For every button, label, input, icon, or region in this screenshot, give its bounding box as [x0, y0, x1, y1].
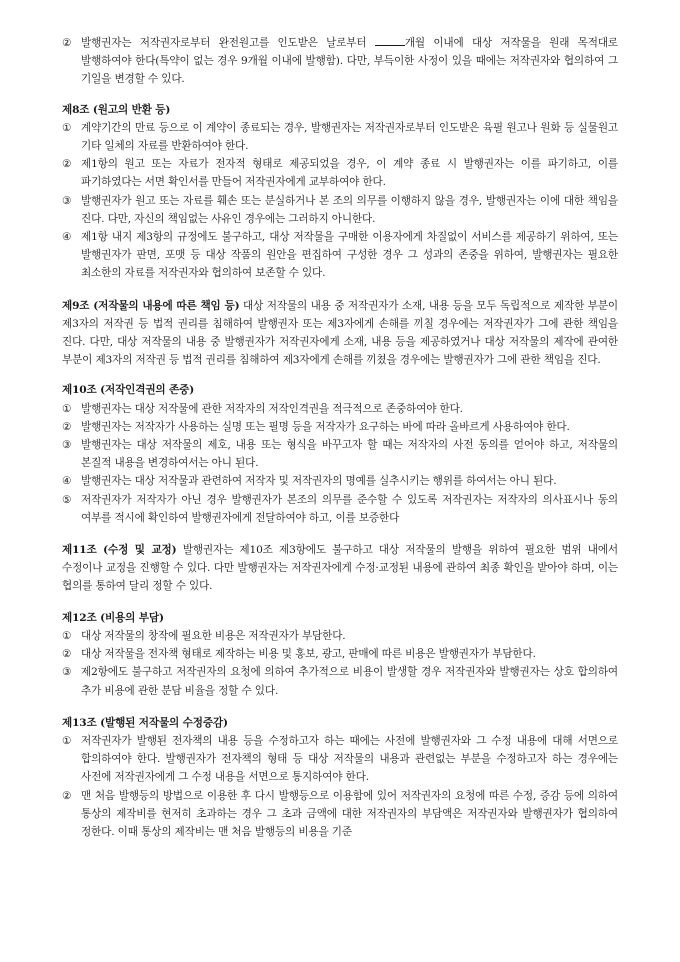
clause-item [62, 418, 618, 436]
clause-text: 계약기간의 만료 등으로 이 계약이 종료되는 경우, 발행권자는 저작권자로부터 인도받은 육필 원고나 원화 등 실물원고 기타 일체의 자료를 반환하여야 한다. [81, 121, 618, 153]
clause-text [81, 34, 618, 89]
article-heading: 제12조 (비용의 부담) [62, 611, 164, 624]
clause-marker: ② [62, 648, 72, 661]
article-11 [62, 541, 618, 596]
clause-item [62, 400, 618, 418]
clause-marker: ⑤ [62, 493, 72, 506]
clause-text [62, 541, 618, 596]
clause-text: 제1항 내지 제3항의 규정에도 불구하고, 대상 저작물을 구매한 이용자에게 차질없이 서비스를 제공하기 위하여, 또는 발행권자가 판면, 포맷 등 대상 작품의 원안을 편집하여 구성한 경우 그 성과의 존중을 위하여, 발행권자는 필요한 최소한의 자료를 저작권자와 협의하여 보존할 수 있다. [81, 231, 618, 280]
clause-marker: ② [62, 420, 72, 433]
clause-item [62, 228, 618, 283]
article-body: 대상 저작물의 내용 중 저작권자가 소재, 내용 등을 모두 독립적으로 제작한 부분이 제3자의 저작권 등 법적 권리를 침해하여 발행권자 또는 제3자에게 손해를 끼칠 경우에는 저작권자가 그에 관한 책임을 진다. 다만, 대상 저작물의 내용 중 발행권자가 저작권자에게 소재, 내용 등을 제공하였거나 대상 저작물의 제작에 관여한 부분이 제3자의 저작권 등 법적 권리를 침해하여 제3자에게 손해를 끼쳤을 경우에는 발행권자가 그에 관한 책임을 진다. [62, 299, 618, 367]
clause-marker: ② [62, 37, 72, 49]
clause-marker: ④ [62, 231, 72, 244]
clause-item [62, 627, 618, 645]
clause-marker: ① [62, 121, 72, 134]
clause-item [62, 645, 618, 663]
clause-text [62, 297, 618, 370]
clause-text: 발행권자가 원고 또는 자료를 훼손 또는 분실하거나 본 조의 의무를 이행하지 않을 경우, 발행권자는 이에 대한 책임을 진다. 다만, 자신의 책임없는 사유인 경우에는 그러하지 아니한다. [81, 194, 618, 225]
clause-text: 제2항에도 불구하고 저작권자의 요청에 의하여 추가적으로 비용이 발생할 경우 저작권자와 발행권자는 상호 합의하여 추가 비용에 관한 분담 비율을 정할 수 있다. [81, 666, 618, 697]
clause-item [62, 787, 618, 842]
clause-text: 맨 처음 발행등의 방법으로 이용한 후 다시 발행등으로 이용함에 있어 저작권자의 요청에 따른 수정, 증감 등에 의하여 통상의 제작비를 현저히 초과하는 경우 그 초과 금액에 대한 저작권자의 부담액은 저작권자와 발행권자가 협의하여 정한다. 이때 통상의 제작비는 맨 처음 발행등의 비용을 기준 [81, 789, 618, 838]
clause-item [62, 472, 618, 490]
clause-text: 발행권자는 대상 저작물에 관한 저작자의 저작인격권을 적극적으로 존중하여야 한다. [81, 402, 463, 415]
clause-item [62, 155, 618, 191]
clause-marker: ③ [62, 439, 72, 452]
clause-marker: ② [62, 158, 72, 171]
clause-marker: ① [62, 629, 72, 642]
clause-item [62, 436, 618, 472]
clause-marker: ① [62, 402, 72, 415]
article-10 [62, 381, 618, 527]
article-heading: 제10조 (저작인격권의 존중) [62, 384, 195, 397]
clause-text: 저작권자가 저작자가 아닌 경우 발행권자가 본조의 의무를 준수할 수 있도록 저작권자는 저작자의 의사표시나 동의 여부를 적시에 확인하여 발행권자에게 전달하여야 하고, 이를 보증한다 [81, 493, 618, 524]
fill-in-blank[interactable] [375, 35, 405, 46]
clause-item [62, 119, 618, 155]
clause-text-part: 개월 이내에 대상 저작물을 원래 목적대로 발행하여야 한다(특약이 없는 경우 9개월 이내에 발행함). 다만, 부득이한 사정이 있을 때에는 저작권자와 협의하여 그 기일을 변경할 수 있다. [81, 37, 618, 86]
clause-text: 제1항의 원고 또는 자료가 전자적 형태로 제공되었을 경우, 이 계약 종료 시 발행권자는 이를 파기하고, 이를 파기하였다는 서면 확인서를 만들어 저작권자에게 교부하여야 한다. [81, 158, 618, 189]
clause-text: 발행권자는 대상 저작물과 관련하여 저작자 및 저작권자의 명예를 실추시키는 행위를 하여서는 아니 된다. [81, 475, 557, 488]
clause-item [62, 732, 618, 787]
article-heading: 제13조 (발행된 저작물의 수정증감) [62, 716, 228, 729]
clause-text-part: 발행권자는 저작권자로부터 완전원고를 인도받은 날로부터 [81, 37, 375, 49]
clause-item [62, 541, 618, 596]
clause-marker: ③ [62, 194, 72, 207]
clause-item [62, 491, 618, 527]
clause-marker: ④ [62, 475, 72, 488]
clause-item [62, 34, 618, 89]
article-12 [62, 609, 618, 700]
clause-text: 대상 저작물을 전자책 형태로 제작하는 비용 및 홍보, 광고, 판매에 따른 비용은 발행권자가 부담한다. [81, 648, 536, 661]
clause-marker: ① [62, 734, 72, 747]
clause-text: 저작권자가 발행된 전자책의 내용 등을 수정하고자 하는 때에는 사전에 발행권자와 그 수정 내용에 대해 서면으로 합의하여야 한다. 발행권자가 전자책의 형태 등 대상 저작물의 내용과 관련없는 부분을 수정하고자 하는 경우에는 사전에 저작권자에게 그 수정 내용을 서면으로 통지하여야 한다. [81, 734, 618, 784]
article-body: 발행권자는 제10조 제3항에도 불구하고 대상 저작물의 발행을 위하여 필요한 범위 내에서 수정이나 교정을 진행할 수 있다. 다만 발행권자는 저작권자에게 수정·교정된 내용에 관하여 최종 확인을 받아야 하며, 이는 협의를 통하여 달리 정할 수 있다. [62, 544, 618, 593]
article-8 [62, 101, 618, 283]
clause-text: 발행권자는 저작자가 사용하는 실명 또는 필명 등을 저작자가 요구하는 바에 따라 올바르게 사용하여야 한다. [81, 420, 570, 433]
article-heading: 제9조 (저작물의 내용에 따른 책임 등) [62, 299, 240, 312]
article-13 [62, 714, 618, 841]
clause-item [62, 297, 618, 370]
clause-marker: ③ [62, 666, 72, 679]
clause-text: 대상 저작물의 창작에 필요한 비용은 저작권자가 부담한다. [81, 629, 346, 642]
article-heading: 제8조 (원고의 반환 등) [62, 103, 171, 116]
clause-item [62, 663, 618, 699]
clause-text: 발행권자는 대상 저작물의 제호, 내용 또는 형식을 바꾸고자 할 때는 저작자의 사전 동의를 얻어야 하고, 저작물의 본질적 내용을 변경하여서는 아니 된다. [81, 439, 618, 470]
clause-item [62, 192, 618, 228]
article-heading: 제11조 (수정 및 교정) [62, 544, 177, 557]
intro-clause [62, 34, 618, 89]
clause-marker: ② [62, 789, 72, 802]
article-9 [62, 297, 618, 370]
